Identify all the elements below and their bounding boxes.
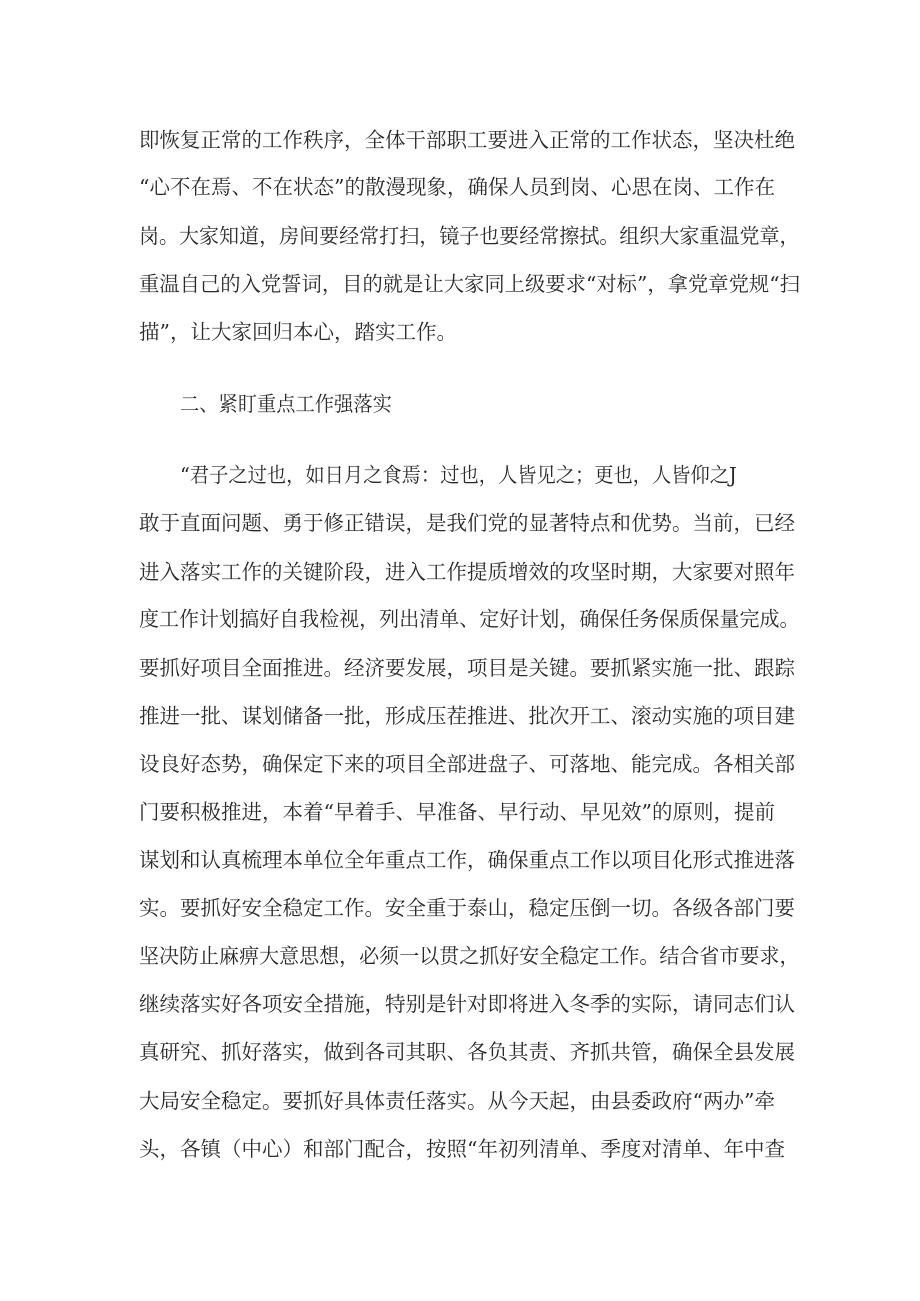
paragraph-line: 实。要抓好安全稳定工作。安全重于泰山，稳定压倒一切。各级各部门要 <box>139 896 795 920</box>
paragraph-line: 即恢复正常的工作秩序，全体干部职工要进入正常的工作状态，坚决杜绝 <box>139 128 795 152</box>
paragraph-line: 敢于直面问题、勇于修正错误，是我们党的显著特点和优势。当前，已经 <box>139 511 795 535</box>
paragraph-line: 要抓好项目全面推进。经济要发展，项目是关键。要抓紧实施一批、跟踪 <box>139 656 795 680</box>
paragraph-line: “心不在焉、不在状态”的散漫现象，确保人员到岗、心思在岗、工作在 <box>139 175 775 199</box>
paragraph-line: 谋划和认真梳理本单位全年重点工作，确保重点工作以项目化形式推进落 <box>139 848 795 872</box>
paragraph-line: 设良好态势，确保定下来的项目全部进盘子、可落地、能完成。各相关部 <box>139 752 795 776</box>
paragraph-line: “君子之过也，如日月之食焉：过也，人皆见之；更也，人皆仰之J <box>180 463 737 487</box>
paragraph-line: 重温自己的入党誓词，目的就是让大家同上级要求“对标”，拿党章党规“扫 <box>139 272 800 296</box>
paragraph-line: 岗。大家知道，房间要经常打扫，镜子也要经常擦拭。组织大家重温党章， <box>139 224 800 248</box>
paragraph-line: 描”，让大家回归本心，踏实工作。 <box>139 320 457 344</box>
paragraph-line: 进入落实工作的关键阶段，进入工作提质增效的攻坚时期，大家要对照年 <box>139 560 795 584</box>
paragraph-line: 度工作计划搞好自我检视，列出清单、定好计划，确保任务保质保量完成。 <box>139 607 800 631</box>
section-heading: 二、紧盯重点工作强落实 <box>180 392 392 416</box>
paragraph-line: 继续落实好各项安全措施，特别是针对即将进入冬季的实际，请同志们认 <box>139 992 795 1016</box>
paragraph-line: 推进一批、谋划储备一批，形成压茬推进、批次开工、滚动实施的项目建 <box>139 704 795 728</box>
paragraph-line: 门要积极推进，本着“早着手、早准备、早行动、早见效”的原则，提前 <box>139 800 775 824</box>
paragraph-line: 真研究、抓好落实，做到各司其职、各负其责、齐抓共管，确保全县发展 <box>139 1040 795 1064</box>
paragraph-line: 坚决防止麻痹大意思想，必须一以贯之抓好安全稳定工作。结合省市要求， <box>139 944 800 968</box>
paragraph-line: 头，各镇（中心）和部门配合，按照“年初列清单、季度对清单、年中查 <box>139 1137 785 1161</box>
paragraph-line: 大局安全稳定。要抓好具体责任落实。从今天起，由县委政府“两办”牵 <box>139 1089 775 1113</box>
